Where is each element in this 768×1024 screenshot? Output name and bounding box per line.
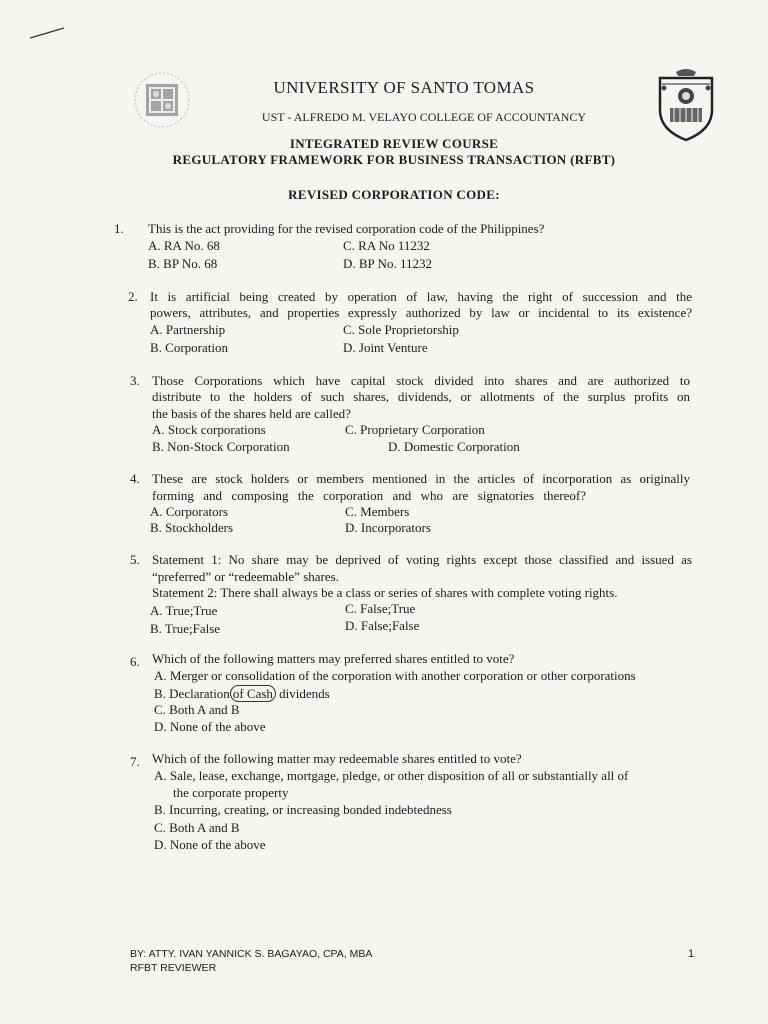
course-subtitle: REGULATORY FRAMEWORK FOR BUSINESS TRANSACTION (RFBT): [172, 152, 616, 167]
option-c: C. Both A and B: [154, 702, 240, 717]
option-a: A. RA No. 68: [148, 238, 220, 253]
question-stem: Which of the following matters may preferred shares entitled to vote?: [152, 651, 515, 666]
option-b-text-end: dividends: [279, 686, 330, 701]
pen-mark: [28, 24, 68, 44]
university-title: UNIVERSITY OF SANTO TOMAS: [273, 78, 535, 97]
option-d: D. False;False: [345, 618, 420, 633]
option-d: D. None of the above: [154, 719, 266, 734]
question-number: 1.: [114, 221, 124, 236]
college-name: UST - ALFREDO M. VELAYO COLLEGE OF ACCOUNTANCY: [261, 110, 587, 124]
option-b: B. Stockholders: [150, 520, 234, 535]
question-number: 6.: [130, 654, 140, 669]
option-c: C. Members: [345, 504, 410, 519]
option-c: C. Sole Proprietorship: [343, 322, 459, 337]
option-b: B. Non-Stock Corporation: [152, 439, 290, 454]
question-number: 5.: [130, 552, 140, 567]
option-b: B. Incurring, creating, or increasing bonded indebtedness: [154, 802, 452, 817]
question-number: 3.: [130, 373, 140, 388]
question-stem: This is the act providing for the revised corporation code of the Philippines?: [148, 221, 545, 236]
question-stem: Which of the following matter may redeemable shares entitled to vote?: [152, 751, 522, 766]
option-a: A. Merger or consolidation of the corporation with another corporation or other corporations: [154, 668, 636, 683]
option-d: D. Domestic Corporation: [388, 439, 520, 454]
option-a: A. Corporators: [150, 504, 228, 519]
option-d: D. BP No. 11232: [343, 256, 432, 271]
footer-subtitle: RFBT REVIEWER: [130, 962, 217, 974]
option-b: [154, 685, 330, 702]
option-c: C. Both A and B: [154, 820, 240, 835]
option-c: C. RA No 11232: [343, 238, 430, 253]
question-stem: powers, attributes, and properties expressly authorized by law or incidental to its existence?: [150, 305, 692, 320]
footer-author: BY: ATTY. IVAN YANNICK S. BAGAYAO, CPA, MBA: [130, 948, 373, 960]
page-number: 1: [688, 948, 695, 960]
option-a: A. Stock corporations: [152, 422, 266, 437]
option-a-continued: the corporate property: [173, 785, 289, 800]
circled-annotation: of Cash: [230, 685, 276, 702]
option-b: B. True;False: [150, 621, 221, 636]
option-b: B. BP No. 68: [148, 256, 218, 271]
question-stem: distribute to the holders of such shares, dividends, or allotments of the surplus profits on: [152, 389, 690, 404]
option-d: D. Incorporators: [345, 520, 431, 535]
question-stem: Statement 1: No share may be deprived of voting rights except those classified and issued as: [152, 552, 692, 567]
section-heading: REVISED CORPORATION CODE:: [288, 187, 500, 202]
option-c: C. Proprietary Corporation: [345, 422, 485, 437]
option-d: D. None of the above: [154, 837, 266, 852]
option-a: A. True;True: [150, 603, 218, 618]
question-number: 2.: [128, 289, 138, 304]
option-c: C. False;True: [345, 601, 416, 616]
option-a: A. Sale, lease, exchange, mortgage, pledge, or other disposition of all or substantially all of: [154, 768, 629, 783]
question-stem: It is artificial being created by operation of law, having the right of succession and the: [150, 289, 692, 304]
option-d: D. Joint Venture: [343, 340, 428, 355]
question-number: 7.: [130, 754, 140, 769]
question-stem: Those Corporations which have capital stock divided into shares and are authorized to: [152, 373, 690, 388]
question-stem: These are stock holders or members mentioned in the articles of incorporation as originally: [152, 471, 690, 486]
question-stem: “preferred” or “redeemable” shares.: [152, 569, 339, 584]
option-a: A. Partnership: [150, 322, 226, 337]
question-stem: Statement 2: There shall always be a class or series of shares with complete voting rights.: [152, 585, 618, 600]
question-number: 4.: [130, 471, 140, 486]
option-b: B. Corporation: [150, 340, 228, 355]
question-stem: forming and composing the corporation and who are signatories thereof?: [152, 488, 586, 503]
option-b-text: B. Declaration: [154, 686, 230, 701]
course-title: INTEGRATED REVIEW COURSE: [289, 136, 499, 151]
question-stem: the basis of the shares held are called?: [152, 406, 351, 421]
